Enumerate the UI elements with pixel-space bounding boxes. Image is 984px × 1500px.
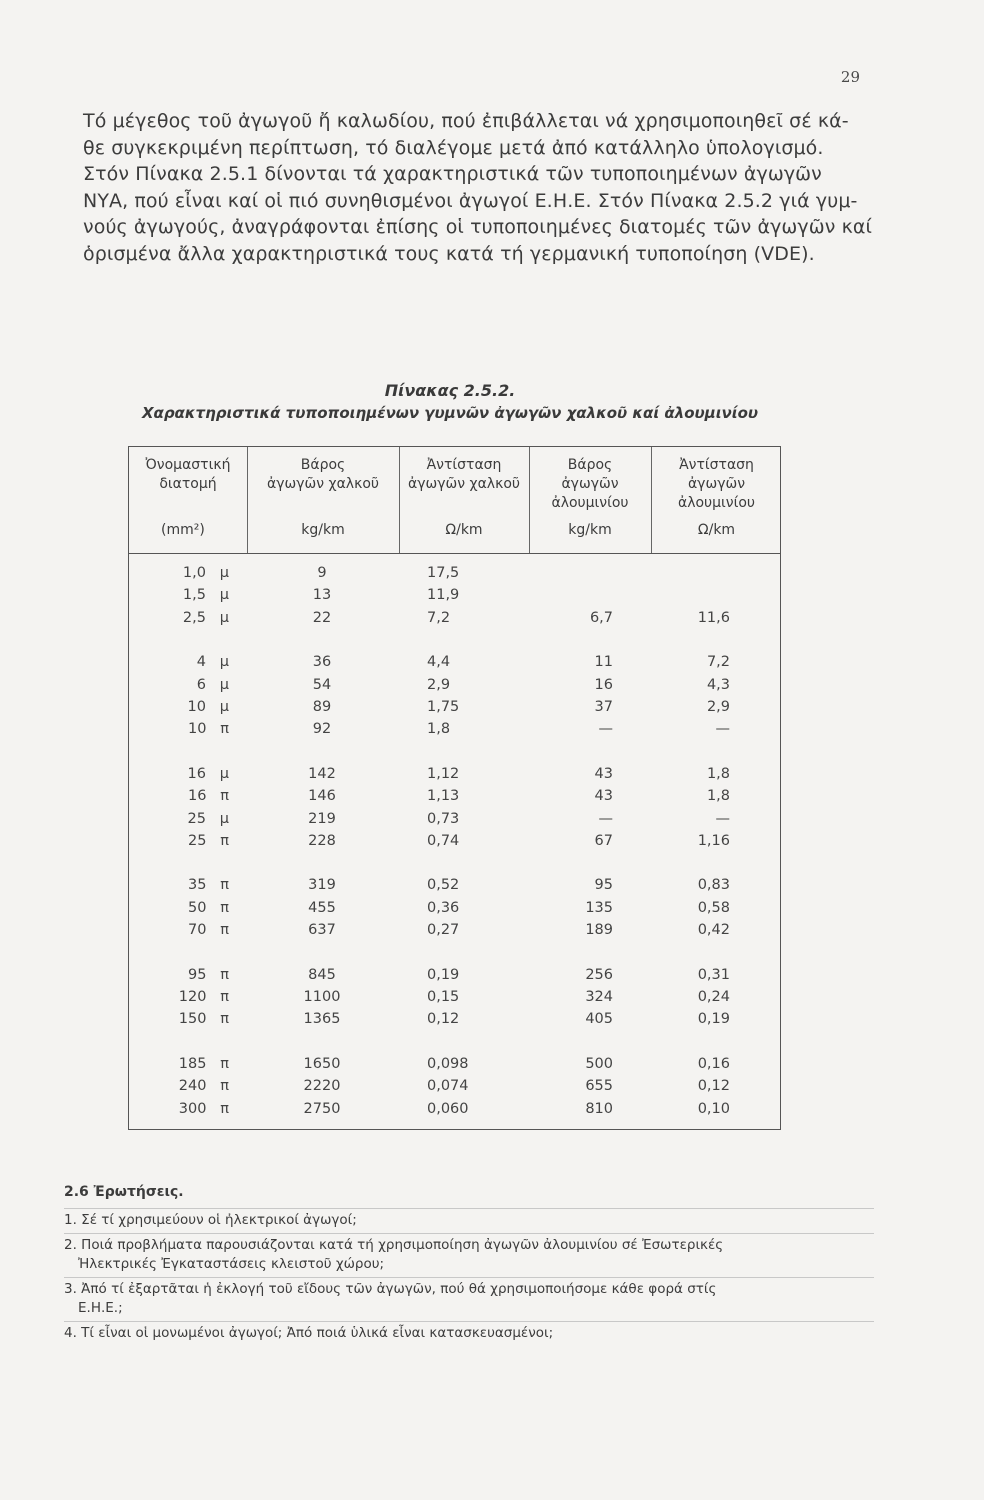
intro-line: Στόν Πίνακα 2.5.1 δίνονται τά χαρακτηριστικά τῶν τυποποιημένων ἀγωγῶν [83,163,822,185]
table-cell: 16 [594,676,613,693]
column-header-line: Ὀνομαστική [145,457,231,473]
table-cell: 2,5 μ [182,609,229,626]
table-cell: 4 μ [187,654,229,671]
questions-heading: 2.6 Ἐρωτήσεις. [64,1184,184,1200]
column-header-line: Βάρος [300,457,346,473]
table-cell: 405 [585,1011,613,1028]
column-header-line: ἀγωγῶν χαλκοῦ [407,476,521,492]
table-row [129,1056,780,1078]
table-cell: 455 [308,899,336,916]
table-cell: 2,9 [427,676,451,693]
table-caption [120,380,780,424]
column-header-line: ἀγωγῶν [561,476,619,492]
intro-line: θε συγκεκριμένη περίπτωση, τό διαλέγομε μετά ἀπό κατάλληλο ὑπολογισμό. [83,136,824,159]
table-cell: 9 [317,565,327,581]
column-header-line: ἀγωγῶν χαλκοῦ [266,476,380,492]
table-cell: 16 π [183,788,229,805]
table-row [129,989,780,1011]
column-header-line: ἀγωγῶν [687,476,746,492]
table-cell: 67 [594,833,613,849]
table-cell: 1650 [303,1055,341,1072]
table-cell: 2750 [303,1100,341,1117]
table-cell: 319 [308,877,336,894]
table-cell: 70 π [183,922,229,939]
question-line: 4. Τί εἶναι οἱ μονωμένοι ἀγωγοί; Ἀπό ποιά ὑλικά εἶναι κατασκευασμένοι; [64,1325,554,1341]
page-number: 29 [840,68,860,86]
column-divider [247,447,248,553]
question-line: Ε.Η.Ε.; [78,1300,123,1316]
table-cell: 95 [594,877,613,894]
table-cell: 0,12 [697,1078,730,1095]
table-cell: 1,12 [427,765,460,782]
table-cell: 0,27 [427,922,460,939]
table-cell: 1,13 [427,788,460,805]
table-cell: 4,3 [706,676,730,693]
table-cell: 150 π [178,1011,229,1028]
table-cell: 142 [308,765,336,782]
table-cell: 0,73 [427,810,460,827]
table-cell: 146 [308,788,336,805]
question-item [64,1321,874,1346]
table-cell: 1,8 [706,788,730,805]
table-cell: 219 [308,810,336,827]
table-row [129,587,780,609]
table-cell: 0,19 [697,1011,730,1028]
table-cell: 0,52 [427,877,460,894]
table-row [129,1101,780,1123]
table-cell: 92 [312,721,332,738]
table-cell: 0,36 [427,899,460,916]
table-row [129,565,780,587]
column-header-line: Βάρος [567,457,613,473]
table-cell: 500 [585,1055,613,1072]
table-cell: 1,75 [427,699,460,715]
table-cell: 300 π [178,1100,229,1117]
table-row [129,967,780,989]
table-row [129,788,780,810]
table-cell: 0,31 [697,966,730,983]
question-item [64,1277,874,1321]
questions-section [64,1183,874,1346]
question-line: Ἠλεκτρικές Ἐγκαταστάσεις κλειστοῦ χώρου; [78,1256,385,1272]
table-cell: 43 [594,765,613,782]
table-cell: 0,16 [697,1055,730,1072]
table-cell: 11,9 [427,587,460,604]
table-cell: 2220 [303,1078,341,1095]
table-cell: 1365 [303,1011,341,1028]
table-cell: 0,060 [427,1100,469,1117]
table-cell: 810 [585,1100,613,1117]
question-item [64,1208,874,1233]
table-cell: 189 [585,922,613,939]
table-cell: 16 μ [182,765,229,782]
table-row [129,811,780,833]
table-cell: 17,5 [427,565,460,581]
table-cell: 6,7 [589,609,613,626]
table-cell: 36 [312,654,332,671]
table-cell: — [598,810,613,827]
table-cell: 7,2 [706,654,730,671]
table-cell: 10 μ [182,699,229,715]
table-cell: 0,83 [697,877,730,894]
column-header-line: διατομή [159,476,217,492]
table-cell: 185 π [178,1055,229,1072]
table-cell: 50 π [183,899,229,916]
column-unit: Ω/km [445,522,483,538]
table-cell: 0,42 [697,922,730,939]
table-cell: 1,5 μ [182,587,229,604]
table-cell: 54 [312,676,332,693]
table-cell: 120 π [178,989,229,1005]
table-cell: 0,12 [427,1011,460,1028]
column-header-line: Ἀντίσταση [679,457,754,473]
table-cell: 22 [312,609,332,626]
table-cell: 89 [312,699,332,715]
table-cell: 37 [594,699,613,715]
intro-paragraph [83,108,873,267]
table-cell: 11 [594,654,613,671]
table-cell: 11,6 [697,609,730,626]
table-row [129,721,780,743]
column-unit: kg/km [568,522,612,538]
table-cell: 324 [585,989,613,1005]
column-header [129,456,247,494]
table-cell: 240 π [178,1078,229,1095]
question-line: 1. Σέ τί χρησιμεύουν οἱ ἠλεκτρικοί ἀγωγοί; [64,1212,357,1228]
table-cell: 256 [585,966,613,983]
table-row [129,922,780,944]
conductor-table [128,446,781,1130]
table-cell: 7,2 [427,609,451,626]
table-cell: 10 π [183,721,229,738]
table-cell: — [598,721,613,738]
table-cell: 637 [308,922,336,939]
table-cell: 0,074 [427,1078,469,1095]
column-divider [529,447,530,553]
table-cell: 4,4 [427,654,451,671]
column-divider [399,447,400,553]
table-row [129,877,780,899]
table-cell: 135 [585,899,613,916]
table-cell: 1,8 [706,765,730,782]
table-cell: 95 π [183,966,229,983]
column-header-line: Ἀντίσταση [426,457,502,473]
table-cell: 0,15 [427,989,460,1005]
question-line: 2. Ποιά προβλήματα παρουσιάζονται κατά τή χρησιμοποίηση ἀγωγῶν ἀλουμινίου σέ Ἐσωτερικές [64,1237,724,1253]
intro-line: Τό μέγεθος τοῦ ἀγωγοῦ ἤ καλωδίου, πού ἐπιβάλλεται νά χρησιμοποιηθεῖ σέ κά- [83,110,849,132]
intro-line: νούς ἀγωγούς, ἀναγράφονται ἐπίσης οἱ τυποποιημένες διατομές τῶν ἀγωγῶν καί [83,216,873,238]
table-cell: 0,19 [427,966,460,983]
table-cell: 6 μ [187,676,229,693]
table-number: Πίνακας 2.5.2. [384,381,516,400]
table-row [129,699,780,721]
table-cell: 0,74 [427,833,460,849]
table-row [129,1078,780,1100]
table-row [129,610,780,632]
table-cell: 0,58 [697,899,730,916]
table-cell: 25 μ [182,810,229,827]
column-header-line: ἀλουμινίου [677,495,756,511]
column-header [651,456,782,513]
column-divider [651,447,652,553]
table-cell: 13 [312,587,332,604]
table-row [129,766,780,788]
table-cell: 25 π [183,833,229,849]
table-cell: 0,10 [697,1100,730,1117]
table-row [129,654,780,676]
table-row [129,833,780,855]
question-item [64,1233,874,1277]
column-unit: kg/km [301,522,345,538]
column-header-line: ἀλουμινίου [551,495,629,511]
table-cell: 43 [594,788,613,805]
table-row [129,677,780,699]
column-unit: (mm²) [161,522,205,538]
table-cell: 1100 [303,989,341,1005]
table-cell: 0,24 [697,989,730,1005]
table-row [129,1011,780,1033]
table-row [129,900,780,922]
table-cell: — [715,721,730,738]
column-header [399,456,529,494]
table-cell: 845 [308,966,336,983]
table-cell: 228 [308,833,336,849]
table-cell: 35 π [183,877,229,894]
table-cell: 1,0 μ [182,565,229,581]
table-cell: 1,16 [697,833,730,849]
table-cell: 655 [585,1078,613,1095]
table-cell: 1,8 [427,721,451,738]
column-header [529,456,651,513]
table-header [129,447,780,554]
question-line: 3. Ἀπό τί ἐξαρτᾶται ἡ ἐκλογή τοῦ εἴδους τῶν ἀγωγῶν, πού θά χρησιμοποιήσομε κάθε φορά στίς [64,1281,717,1297]
intro-line: ὁρισμένα ἄλλα χαρακτηριστικά τους κατά τή γερμανική τυποποίηση (VDE). [83,242,815,265]
column-header [247,456,399,494]
intro-line: ΝΥΑ, πού εἶναι καί οἱ πιό συνηθισμένοι ἀγωγοί Ε.Η.Ε. Στόν Πίνακα 2.5.2 γιά γυμ- [83,189,858,212]
column-unit: Ω/km [697,522,736,538]
table-cell: — [715,810,730,827]
table-cell: 0,098 [427,1055,469,1072]
table-cell: 2,9 [706,699,730,715]
table-title: Χαρακτηριστικά τυποποιημένων γυμνῶν ἀγωγῶν χαλκοῦ καί ἀλουμινίου [141,404,759,422]
